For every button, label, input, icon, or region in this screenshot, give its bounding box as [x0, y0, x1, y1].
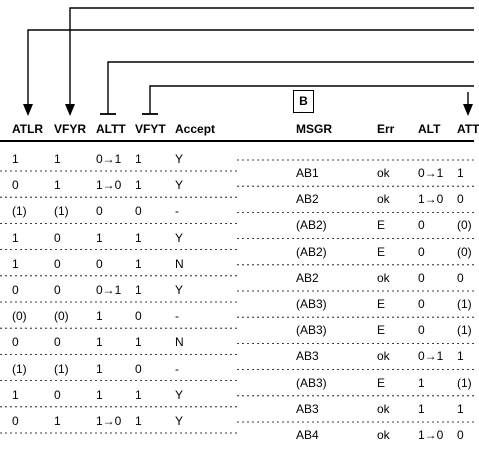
right-row-8-att: 1 — [457, 349, 464, 364]
right-row-2-msgr: AB2 — [296, 192, 319, 207]
right-row-6-alt: 0 — [418, 297, 425, 311]
right-row-5-alt: 0 — [418, 270, 425, 285]
left-row-4-altt: 1 — [96, 230, 103, 245]
left-row-5-accept: N — [175, 256, 184, 271]
connector-altt-to-top — [108, 62, 474, 114]
right-row-2-alt: 1→0 — [418, 192, 444, 207]
left-row-8-vfyr: 0 — [54, 335, 61, 350]
right-row-1-err: ok — [377, 166, 390, 180]
left-row-3-altt: 0 — [96, 204, 103, 219]
panel-label-box: B — [293, 90, 314, 113]
right-row-1-att: 1 — [457, 166, 464, 180]
left-row-9-vfyt: 0 — [135, 361, 142, 376]
left-row-1-vfyr: 1 — [54, 152, 61, 166]
left-row-4-accept: Y — [175, 230, 184, 245]
right-row-6-att: (1) — [457, 297, 472, 311]
right-row-4-err: E — [377, 244, 386, 259]
right-row-9-msgr: (AB3) — [296, 375, 327, 390]
right-row-6-err: E — [377, 297, 386, 311]
header-alt: ALT — [418, 122, 441, 136]
right-row-11-alt: 1→0 — [418, 428, 444, 442]
right-row-10-msgr: AB3 — [296, 401, 319, 416]
right-row-9-att: (1) — [457, 375, 472, 390]
header-atlr: ATLR — [12, 122, 44, 136]
left-row-1-vfyt: 1 — [135, 152, 142, 166]
right-row-10-att: 1 — [457, 401, 464, 416]
left-row-1-accept: Y — [175, 152, 184, 166]
header-msgr: MSGR — [296, 122, 332, 136]
left-row-11-vfyr: 1 — [54, 414, 61, 428]
left-row-5-vfyr: 0 — [54, 256, 61, 271]
right-row-4-msgr: (AB2) — [296, 244, 327, 259]
left-row-10-vfyr: 0 — [54, 387, 61, 402]
left-row-2-atlr: 0 — [12, 178, 19, 193]
right-row-11-err: ok — [377, 428, 390, 442]
row-separators — [0, 160, 474, 433]
left-row-10-altt: 1 — [96, 387, 103, 402]
left-row-11-vfyt: 1 — [135, 414, 142, 428]
right-row-3-att: (0) — [457, 218, 472, 233]
left-row-6-atlr: 0 — [12, 283, 19, 297]
right-row-3-msgr: (AB2) — [296, 218, 327, 233]
right-row-8-msgr: AB3 — [296, 349, 319, 364]
header-accept: Accept — [175, 122, 216, 136]
left-row-2-altt: 1→0 — [96, 178, 122, 193]
left-row-9-vfyr: (1) — [54, 361, 69, 376]
left-row-8-accept: N — [175, 335, 184, 350]
header-altt: ALTT — [96, 122, 126, 136]
left-row-7-vfyt: 0 — [135, 309, 142, 324]
left-row-3-vfyt: 0 — [135, 204, 142, 219]
right-row-11-msgr: AB4 — [296, 428, 319, 442]
right-row-8-alt: 0→1 — [418, 349, 444, 364]
left-row-11-accept: Y — [175, 414, 184, 428]
left-row-6-accept: Y — [175, 283, 184, 297]
right-row-1-msgr: AB1 — [296, 166, 319, 180]
right-row-9-err: E — [377, 375, 386, 390]
right-row-8-err: ok — [377, 349, 390, 364]
header-vfyr: VFYR — [54, 122, 87, 136]
left-row-2-vfyt: 1 — [135, 178, 142, 193]
right-row-7-att: (1) — [457, 323, 472, 338]
left-row-5-atlr: 1 — [12, 256, 19, 271]
left-row-9-accept: - — [175, 361, 179, 376]
right-row-10-err: ok — [377, 401, 390, 416]
left-row-6-vfyr: 0 — [54, 283, 61, 297]
left-row-7-accept: - — [175, 309, 179, 324]
right-row-11-att: 0 — [457, 428, 464, 442]
left-row-5-altt: 0 — [96, 256, 103, 271]
arrowhead-atlr — [23, 104, 33, 116]
left-row-2-vfyr: 1 — [54, 178, 61, 193]
left-row-4-atlr: 1 — [12, 230, 19, 245]
header-vfyt: VFYT — [135, 122, 166, 136]
left-row-4-vfyr: 0 — [54, 230, 61, 245]
connector-atlr-to-top — [28, 30, 474, 108]
right-row-2-err: ok — [377, 192, 390, 207]
left-row-5-vfyt: 1 — [135, 256, 142, 271]
right-row-5-att: 0 — [457, 270, 464, 285]
left-row-7-altt: 1 — [96, 309, 103, 324]
left-row-8-vfyt: 1 — [135, 335, 142, 350]
left-row-10-vfyt: 1 — [135, 387, 142, 402]
right-row-4-alt: 0 — [418, 244, 425, 259]
right-row-10-alt: 1 — [418, 401, 425, 416]
left-row-7-vfyr: (0) — [54, 309, 69, 324]
left-row-3-vfyr: (1) — [54, 204, 69, 219]
arrowhead-att — [463, 104, 473, 116]
left-row-10-atlr: 1 — [12, 387, 19, 402]
left-row-8-altt: 1 — [96, 335, 103, 350]
left-row-9-altt: 1 — [96, 361, 103, 376]
right-row-7-msgr: (AB3) — [296, 323, 327, 338]
right-row-5-msgr: AB2 — [296, 270, 319, 285]
left-row-3-accept: - — [175, 204, 179, 219]
left-row-11-atlr: 0 — [12, 414, 19, 428]
right-row-6-msgr: (AB3) — [296, 297, 327, 311]
right-row-3-err: E — [377, 218, 386, 233]
right-row-4-att: (0) — [457, 244, 472, 259]
right-row-1-alt: 0→1 — [418, 166, 444, 180]
right-row-9-alt: 1 — [418, 375, 425, 390]
left-row-1-atlr: 1 — [12, 152, 19, 166]
left-row-4-vfyt: 1 — [135, 230, 142, 245]
arrowheads — [23, 104, 473, 116]
right-row-5-err: ok — [377, 270, 390, 285]
left-row-6-altt: 0→1 — [96, 283, 122, 297]
left-row-10-accept: Y — [175, 387, 184, 402]
header-err: Err — [377, 122, 395, 136]
left-row-1-altt: 0→1 — [96, 152, 122, 166]
left-row-11-altt: 1→0 — [96, 414, 122, 428]
left-row-9-atlr: (1) — [12, 361, 27, 376]
connector-vfyr-to-top — [70, 8, 474, 108]
left-row-2-accept: Y — [175, 178, 184, 193]
left-row-6-vfyt: 1 — [135, 283, 142, 297]
right-row-7-err: E — [377, 323, 386, 338]
left-row-8-atlr: 0 — [12, 335, 19, 350]
connector-lines — [28, 8, 474, 114]
right-row-2-att: 0 — [457, 192, 464, 207]
header-att: ATT — [457, 122, 479, 136]
left-row-3-atlr: (1) — [12, 204, 27, 219]
right-row-7-alt: 0 — [418, 323, 425, 338]
right-row-3-alt: 0 — [418, 218, 425, 233]
left-row-7-atlr: (0) — [12, 309, 27, 324]
arrowhead-vfyr — [65, 104, 75, 116]
